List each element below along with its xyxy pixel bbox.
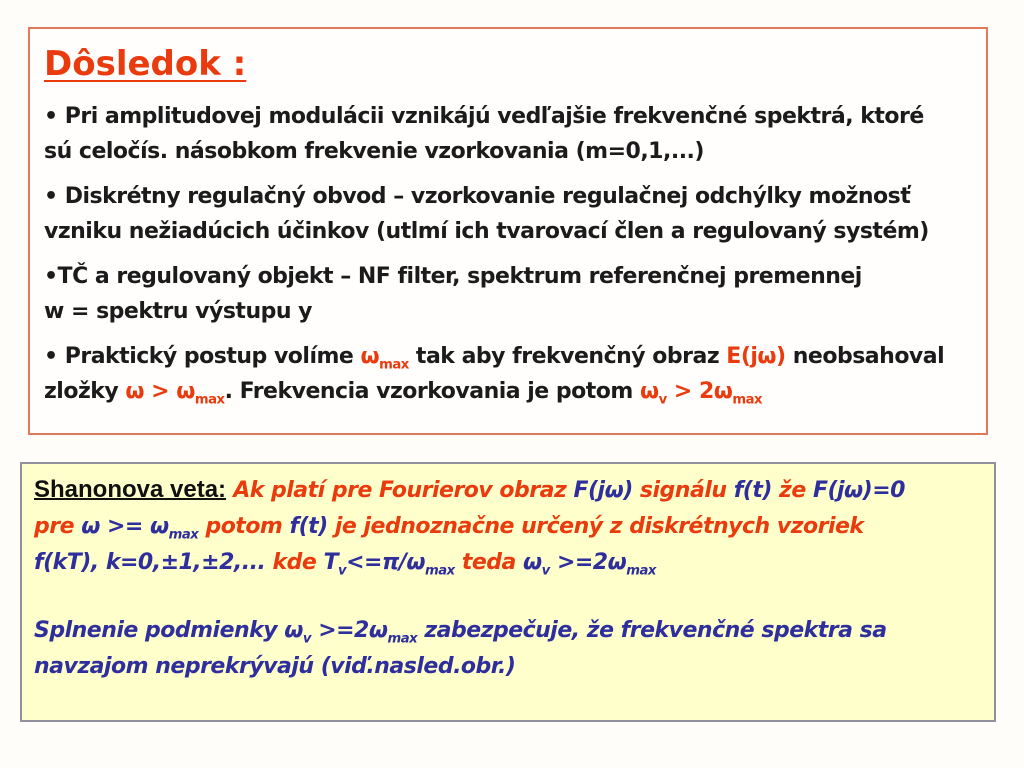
bullet-nf-filter: •TČ a regulovaný objekt – NF filter, spektrum referenčnej premennej w = spektru výstupu y: [44, 264, 862, 324]
bullet-discrete-control-loop: • Diskrétny regulačný obvod – vzorkovanie regulačnej odchýlky možnosť vzniku nežiadúcich účinkov (utlmí ich tvarovací člen a regulovaný systém): [44, 184, 929, 244]
bullet-practical-procedure: • Praktický postup volíme $\omega_{max}$ tak aby frekvenčný obraz E(jω) neobsahoval zložky $\omega > \omega_{max}$. Frekvencia vzorkovania je potom $\omega_v > 2\omega_{max}$: [44, 344, 945, 408]
consequence-panel: [28, 27, 988, 435]
shannon-statement: Shanonova veta: Ak platí pre Fourierov obraz F(jω) signálu f(t) že F(jω)=0 pre $\omega >= \omega_{max}$ potom f(t) je jednoznačne určený z diskrétnych vzoriek f(kT), k=0,±1,±2,... kde $T_v<=\pi/\omega_{max}$ teda $\omega_v >=2\omega_{max}$: [34, 476, 905, 579]
bullet-amplitude-modulation: • Pri amplitudovej modulácii vznikájú vedľajšie frekvenčné spektrá, ktoré sú celočís. násobkom frekvenie vzorkovania (m=0,1,...): [44, 104, 924, 164]
shannon-theorem-panel: [20, 462, 996, 722]
panel-title: Dôsledok :: [44, 44, 247, 84]
shannon-note: Splnenie podmienky $\omega_v >=2\omega_{max}$ zabezpečuje, že frekvenčné spektra sa navzajom neprekrývajú (viď.nasled.obr.): [34, 618, 887, 679]
